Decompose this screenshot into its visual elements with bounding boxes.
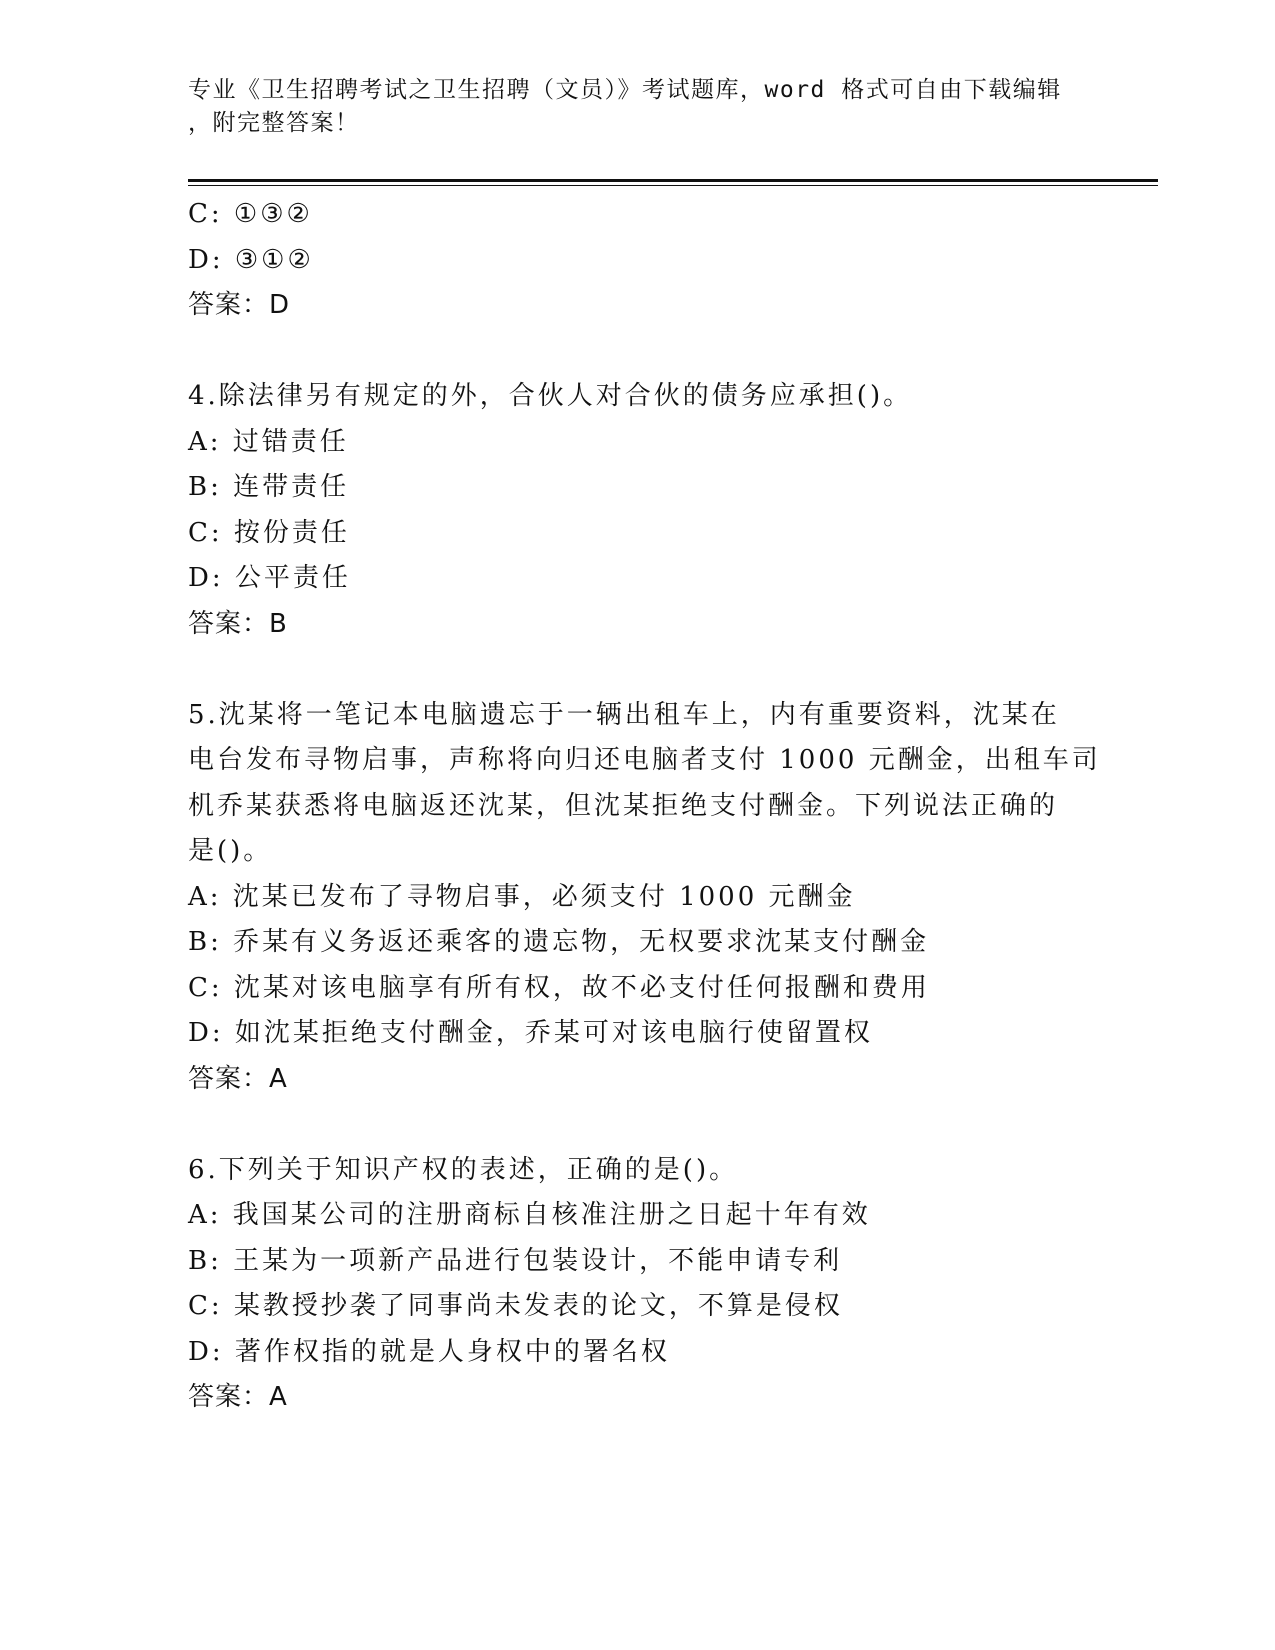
option-c: C: 按份责任 (188, 517, 350, 548)
answer-line: 答案：A (188, 1063, 288, 1094)
spacer (188, 1102, 1088, 1148)
question-4 (188, 374, 1088, 647)
option-b: B: 王某为一项新产品进行包装设计，不能申请专利 (188, 1245, 843, 1276)
question-3-tail (188, 192, 1088, 329)
question-list (188, 192, 1101, 1421)
header-line-1: 专业《卫生招聘考试之卫生招聘（文员）》考试题库，word 格式可自由下载编辑 (188, 77, 1062, 103)
question-6 (188, 1148, 1088, 1421)
answer-line: 答案：B (188, 608, 288, 639)
question-stem-line-2: 电台发布寻物启事，声称将向归还电脑者支付 1000 元酬金，出租车司 (188, 745, 1101, 775)
header-line-2: ，附完整答案！ (188, 110, 360, 136)
question-stem-line-4: 是()。 (188, 836, 273, 866)
header-divider-thin (188, 185, 1158, 186)
option-d: D: 公平责任 (188, 563, 351, 593)
option-b: B: 乔某有义务返还乘客的遗忘物，无权要求沈某支付酬金 (188, 927, 930, 957)
question-5 (188, 693, 1101, 1103)
option-a: A: 沈某已发布了寻物启事，必须支付 1000 元酬金 (188, 881, 856, 912)
header-divider-thick (188, 179, 1158, 182)
question-stem: 4.除法律另有规定的外，合伙人对合伙的债务应承担()。 (188, 381, 913, 411)
option-a: A: 过错责任 (188, 426, 349, 457)
document-header (188, 74, 1068, 140)
option-c: C: 沈某对该电脑享有所有权，故不必支付任何报酬和费用 (188, 972, 930, 1003)
question-stem-line-3: 机乔某获悉将电脑返还沈某，但沈某拒绝支付酬金。下列说法正确的 (188, 790, 1059, 821)
spacer (188, 647, 1088, 693)
option-d: D: 如沈某拒绝支付酬金，乔某可对该电脑行使留置权 (188, 1018, 873, 1048)
option-d: D: 著作权指的就是人身权中的署名权 (188, 1336, 670, 1367)
option-c: C: ①③② (188, 199, 313, 229)
question-stem: 6.下列关于知识产权的表述，正确的是()。 (188, 1154, 739, 1185)
option-c: C: 某教授抄袭了同事尚未发表的论文，不算是侵权 (188, 1291, 843, 1321)
option-d: D: ③①② (188, 244, 314, 275)
option-a: A: 我国某公司的注册商标自核准注册之日起十年有效 (188, 1200, 871, 1230)
question-stem-line-1: 5.沈某将一笔记本电脑遗忘于一辆出租车上，内有重要资料，沈某在 (188, 699, 1060, 730)
answer-line: 答案：A (188, 1382, 288, 1412)
spacer (188, 329, 1088, 375)
option-b: B: 连带责任 (188, 472, 350, 502)
answer-line: 答案：D (188, 290, 291, 320)
